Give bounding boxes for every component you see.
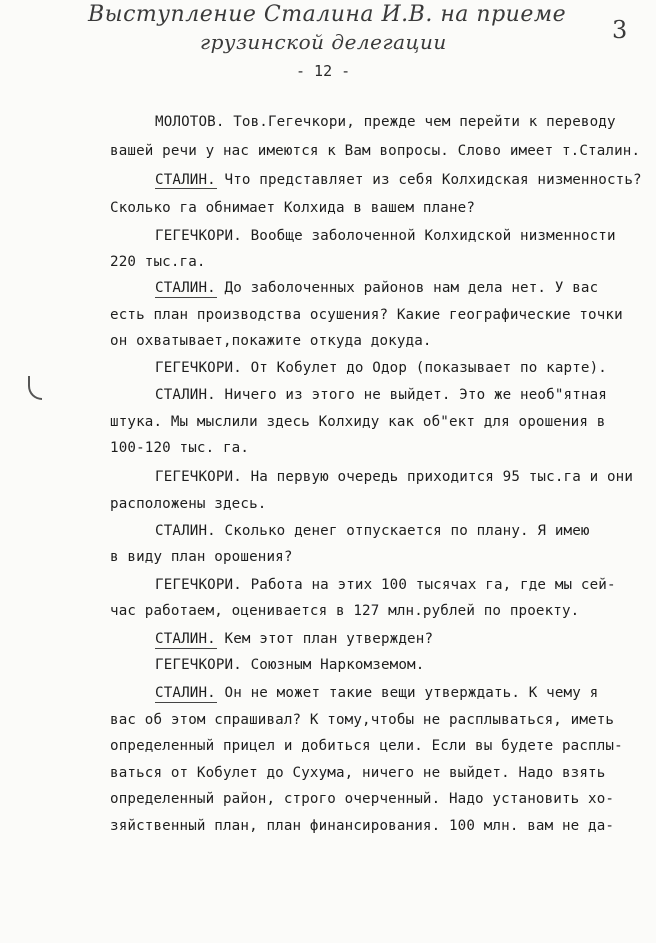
text-line: ГЕГЕЧКОРИ. Работа на этих 100 тысячах га, где мы сей- bbox=[155, 577, 616, 593]
pencil-underline bbox=[155, 188, 217, 189]
text-line: вас об этом спрашивал? К тому,чтобы не расплываться, иметь bbox=[110, 712, 615, 728]
text-line: в виду план орошения? bbox=[110, 549, 293, 565]
text-line: МОЛОТОВ. Тов.Гегечкори, прежде чем перейти к переводу bbox=[155, 114, 616, 130]
pencil-underline bbox=[155, 297, 217, 298]
text-line: СТАЛИН. Он не может такие вещи утверждать. К чему я bbox=[155, 685, 599, 701]
pencil-underline bbox=[155, 702, 217, 703]
text-line: ГЕГЕЧКОРИ. Вообще заболоченной Колхидской низменности bbox=[155, 228, 616, 244]
text-line: ГЕГЕЧКОРИ. На первую очередь приходится 95 тыс.га и они bbox=[155, 469, 634, 485]
text-line: определенный прицел и добиться цели. Если вы будете расплы- bbox=[110, 738, 623, 754]
handwritten-page-number: 3 bbox=[612, 16, 628, 44]
typed-page-number: - 12 - bbox=[296, 62, 351, 80]
handwritten-title-line-1: Выступление Сталина И.В. на приеме bbox=[88, 2, 567, 27]
text-line: штука. Мы мыслили здесь Колхиду как об"ект для орошения в bbox=[110, 414, 606, 430]
text-line: определенный район, строго очерченный. Надо установить хо- bbox=[110, 791, 615, 807]
text-line: СТАЛИН. Сколько денег отпускается по плану. Я имею bbox=[155, 523, 590, 539]
text-line: зяйственный план, план финансирования. 100 млн. вам не да- bbox=[110, 818, 615, 834]
text-line: Сколько га обнимает Колхида в вашем плане? bbox=[110, 200, 476, 216]
margin-pencil-mark bbox=[28, 376, 42, 400]
text-line: расположены здесь. bbox=[110, 496, 267, 512]
text-line: 100-120 тыс. га. bbox=[110, 440, 250, 456]
handwritten-title-line-2: грузинской делегации bbox=[200, 30, 447, 54]
text-line: СТАЛИН. До заболоченных районов нам дела нет. У вас bbox=[155, 280, 599, 296]
text-line: СТАЛИН. Кем этот план утвержден? bbox=[155, 631, 434, 647]
text-line: ГЕГЕЧКОРИ. От Кобулет до Одор (показывает по карте). bbox=[155, 360, 607, 376]
text-line: вашей речи у нас имеются к Вам вопросы. Слово имеет т.Сталин. bbox=[110, 143, 641, 159]
pencil-underline bbox=[155, 648, 217, 649]
text-line: СТАЛИН. Ничего из этого не выйдет. Это же необ"ятная bbox=[155, 387, 607, 403]
text-line: он охватывает,покажите откуда докуда. bbox=[110, 333, 432, 349]
text-line: 220 тыс.га. bbox=[110, 254, 206, 270]
text-line: есть план производства осушения? Какие географические точки bbox=[110, 307, 623, 323]
text-line: час работаем, оценивается в 127 млн.рублей по проекту. bbox=[110, 603, 580, 619]
text-line: ГЕГЕЧКОРИ. Союзным Наркомземом. bbox=[155, 657, 425, 673]
text-line: СТАЛИН. Что представляет из себя Колхидская низменность? bbox=[155, 172, 642, 188]
text-line: ваться от Кобулет до Сухума, ничего не выйдет. Надо взять bbox=[110, 765, 606, 781]
